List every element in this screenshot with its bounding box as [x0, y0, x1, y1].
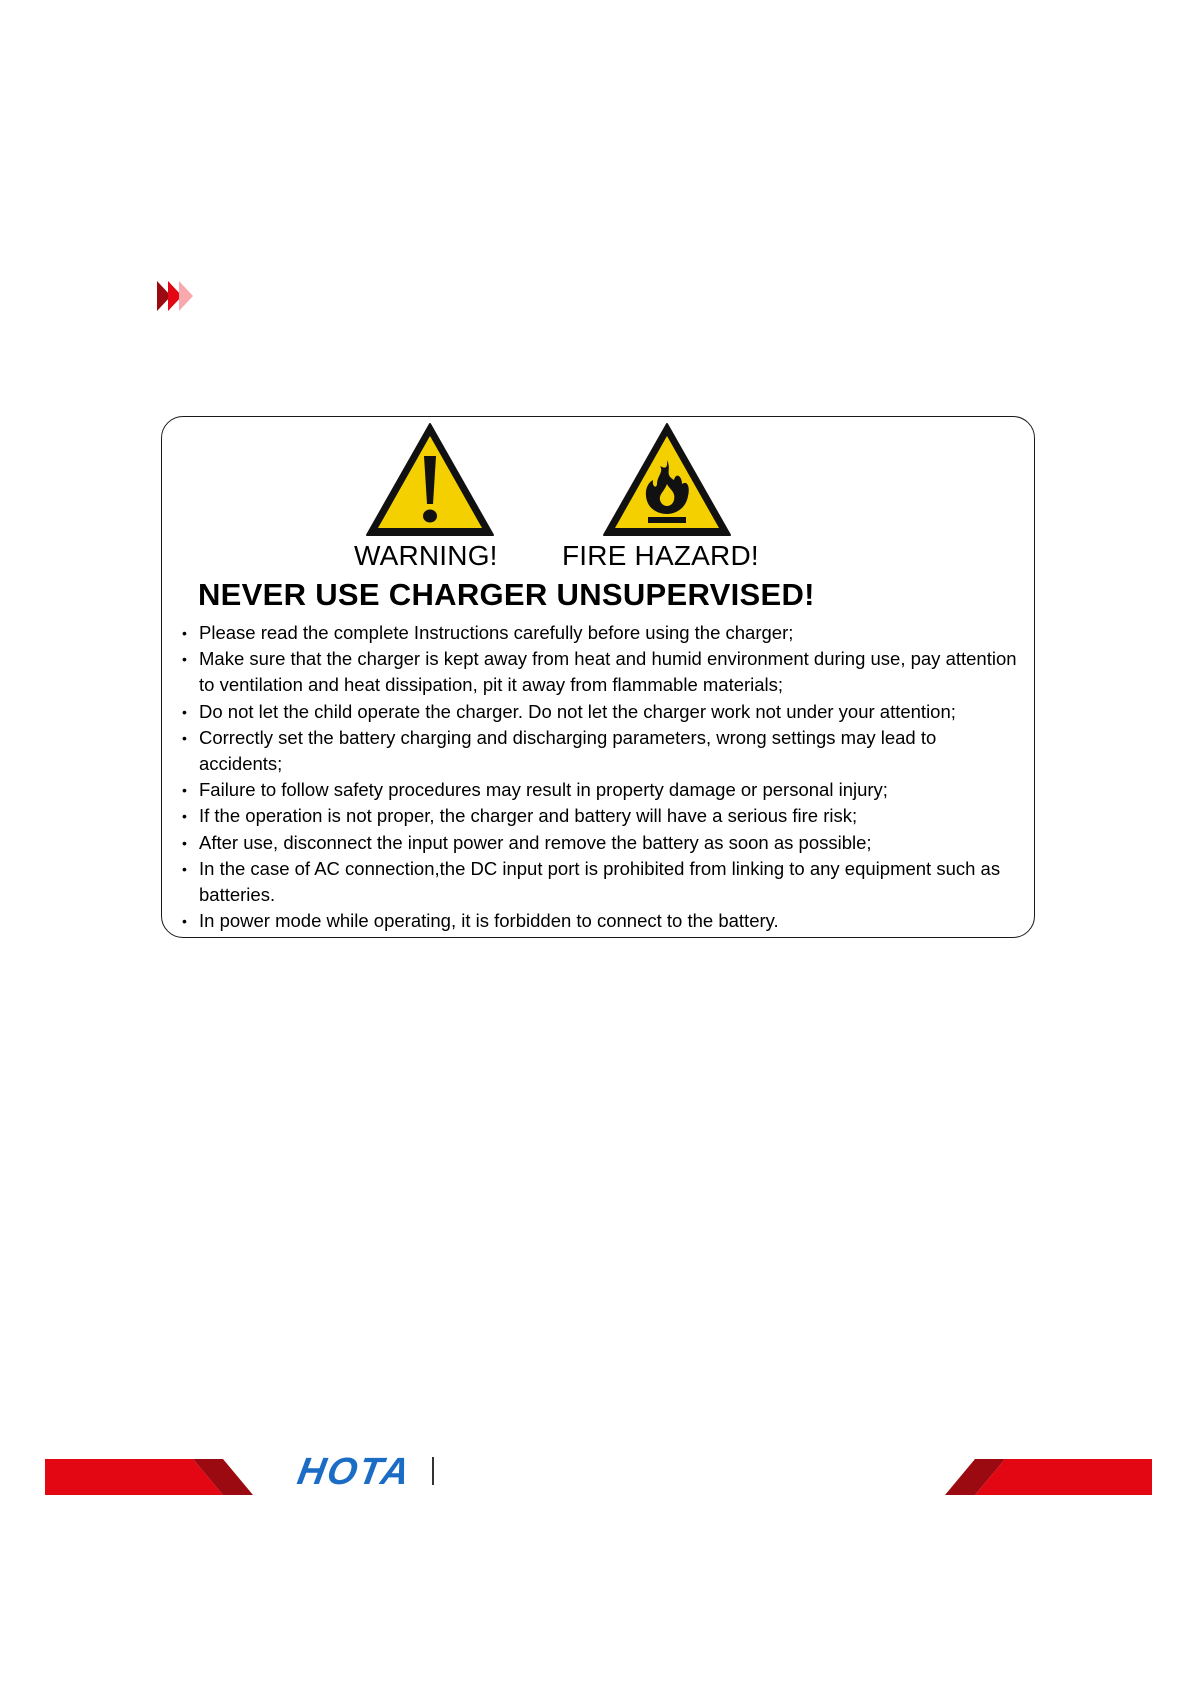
logo-text: HOTA — [294, 1451, 415, 1493]
bullet: • — [182, 834, 187, 851]
rule-text: In the case of AC connection,the DC input port is prohibited from linking to any equipment such as batteries. — [199, 857, 1001, 906]
list-item — [182, 803, 1020, 829]
rule-text: In power mode while operating, it is forbidden to connect to the battery. — [199, 910, 779, 932]
rule-text: After use, disconnect the input power and remove the battery as soon as possible; — [199, 831, 872, 853]
fire-hazard-triangle-icon — [602, 422, 732, 538]
rule-text: If the operation is not proper, the charger and battery will have a serious fire risk; — [199, 805, 858, 827]
notice-headline: NEVER USE CHARGER UNSUPERVISED! — [198, 577, 815, 612]
rule-text: Correctly set the battery charging and discharging parameters, wrong settings may lead to accidents; — [199, 726, 937, 775]
bullet: • — [182, 782, 187, 799]
list-item — [182, 725, 1020, 777]
footer-band-right — [945, 1459, 1152, 1495]
rule-text: Do not let the child operate the charger. Do not let the charger work not under your attention; — [199, 700, 956, 722]
list-item — [182, 830, 1020, 856]
warning-exclamation-triangle-icon — [365, 422, 495, 538]
bullet: • — [182, 703, 187, 720]
triple-chevron-right-icon — [157, 281, 207, 311]
bullet: • — [182, 625, 187, 641]
footer-band-left — [45, 1459, 253, 1495]
rule-text: Make sure that the charger is kept away from heat and humid environment during use, pay attention to ventilation and heat dissipation, pit it away from flammable materials; — [199, 648, 1017, 696]
list-item — [182, 620, 1020, 646]
list-item — [182, 908, 1020, 934]
list-item — [182, 777, 1020, 803]
safety-rules-list — [182, 620, 1020, 934]
bullet: • — [182, 860, 187, 877]
rule-text: Please read the complete Instructions carefully before using the charger; — [199, 622, 794, 643]
list-item — [182, 856, 1020, 908]
rule-text: Failure to follow safety procedures may result in property damage or personal injury; — [199, 779, 888, 801]
bullet: • — [182, 808, 187, 825]
brand-logo — [294, 1451, 418, 1493]
safety-notice-box — [161, 416, 1035, 938]
fire-hazard-label: FIRE HAZARD! — [562, 540, 759, 571]
logo-divider — [432, 1457, 434, 1485]
list-item — [182, 699, 1020, 725]
bullet: • — [182, 729, 187, 746]
warning-label: WARNING! — [354, 540, 498, 571]
bullet: • — [182, 651, 187, 668]
bullet: • — [182, 913, 187, 930]
list-item — [182, 646, 1020, 698]
